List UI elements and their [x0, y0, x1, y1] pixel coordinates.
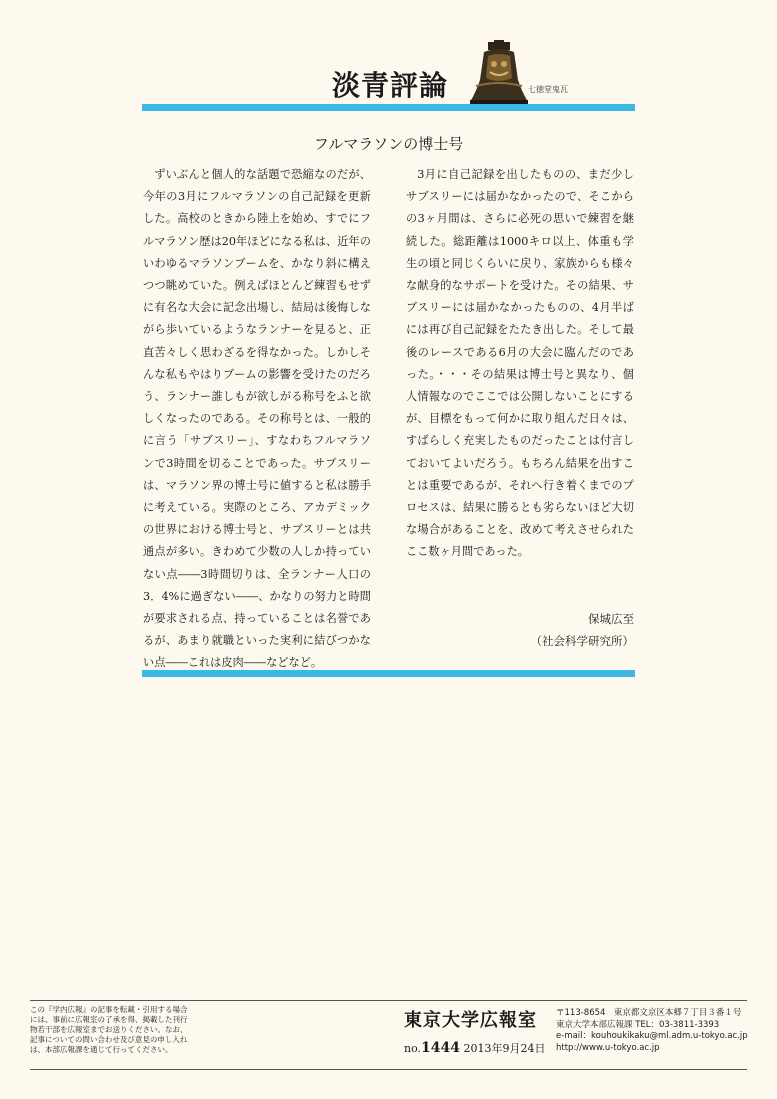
article-title: フルマラソンの博士号: [313, 135, 464, 153]
footer-issue: [404, 1040, 545, 1056]
column-title: 淡青評論: [332, 69, 449, 102]
article-column-right: [406, 164, 634, 564]
footer-divider: [30, 1000, 747, 1001]
footer-reprint-note: この『学内広報』の記事を転載・引用する場合には、事前に広報室の了承を得、掲載した刊行物若干部を広報室までお送りください。なお、記事についての問い合わせ及び意見の申し入れは、本部広報課を通じて行ってください。: [30, 1005, 188, 1054]
footer-contact: [556, 1008, 748, 1054]
bottom-rule: [142, 670, 635, 677]
footer-org-name: 東京大学広報室: [404, 1010, 537, 1031]
author-name: 保城広至: [588, 612, 634, 626]
article-paragraph: 3月に自己記録を出したものの、まだ少しサブスリーには届かなかったので、そこからの3ヶ月間は、さらに必死の思いで練習を継続した。総距離は1000キロ以上、体重も学生の頃と同じくらいに戻り、家族からも様々な献身的なサポートを受けた。その結果、サブスリーには届かなかったものの、4月半ばには再び自己記録をたたき出した。そして最後のレースである6月の大会に臨んだのであった。・・・その結果は博士号と異なり、個人情報なのでここでは公開しないことにするが、目標をもって何かに取り組んだ日々は、すばらしく充実したものだったことは付言しておいてよいだろう。もちろん結果を出すことは重要であるが、それへ行き着くまでのプロセスは、結果に勝るとも劣らないほど大切な場合があることを、改めて考えさせられたここ数ヶ月間であった。: [406, 168, 634, 559]
footer-email[interactable]: e-mail：kouhoukikaku@ml.adm.u-tokyo.ac.jp: [556, 1031, 748, 1041]
article-paragraph: ずいぶんと個人的な話題で恐縮なのだが、今年の3月にフルマラソンの自己記録を更新した。高校のときから陸上を始め、すでにフルマラソン歴は20年ほどになる私は、近年のいわゆるマラソンブームを、かなり斜に構えつつ眺めていた。例えばほとんど練習もせずに有名な大会に記念出場し、結局は後悔しながら歩いているようなランナーを見ると、正直苦々しく思わざるを得なかった。しかしそんな私もやはりブームの影響を受けたのだろう、ランナー誰しもが欲しがる称号をふと欲しくなったのである。その称号とは、一般的に言う「サブスリー」、すなわちフルマラソンで3時間を切ることであった。サブスリーは、マラソン界の博士号に値すると私は勝手に考えている。実際のところ、アカデミックの世界における博士号と、サブスリーとは共通点が多い。きわめて少数の人しか持っていない点――3時間切りは、全ランナー人口の3．4%に過ぎない――、かなりの努力と時間が要求される点、持っていることは名誉であるが、あまり就職といった実利に結びつかない点――これは皮肉――などなど。: [143, 168, 371, 670]
author-affiliation: （社会科学研究所）: [530, 634, 634, 648]
ornament-caption: 七徳堂鬼瓦: [528, 85, 568, 94]
top-rule: [142, 104, 635, 111]
footer-bottom-line: [30, 1069, 747, 1070]
footer-address: 〒113-8654 東京都文京区本郷７丁目３番１号: [556, 1008, 742, 1018]
onigawara-icon: [470, 40, 528, 106]
footer-url[interactable]: http://www.u-tokyo.ac.jp: [556, 1042, 660, 1053]
footer-tel: 東京大学本部広報課 TEL：03-3811-3393: [556, 1019, 720, 1030]
issue-number: 1444: [421, 1040, 460, 1056]
article-column-left: [143, 164, 371, 675]
issue-date: 2013年9月24日: [463, 1042, 546, 1055]
issue-prefix: no.: [404, 1042, 422, 1055]
